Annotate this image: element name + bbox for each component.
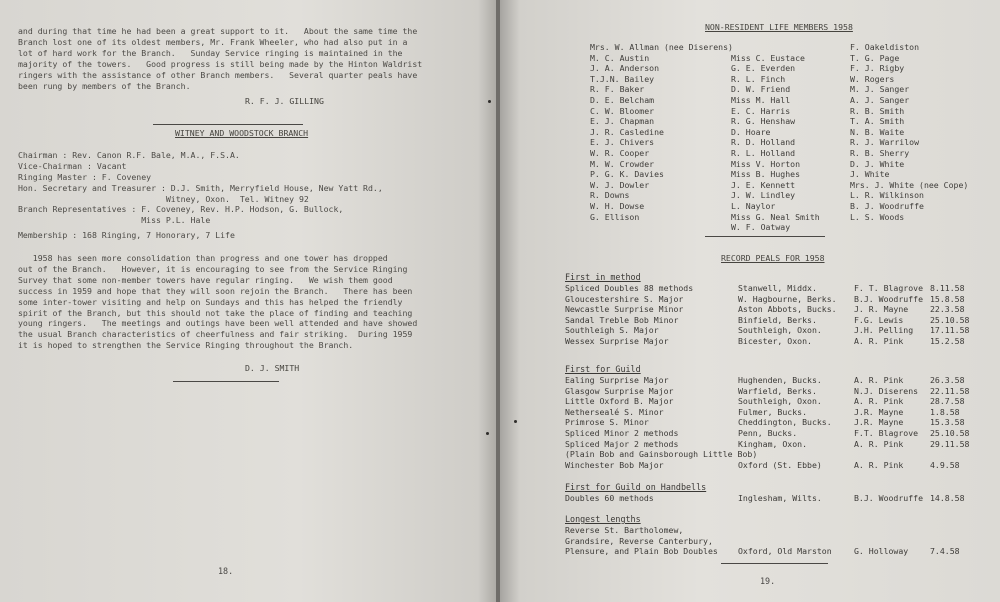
right-page xyxy=(500,0,1000,602)
member-name: J. White xyxy=(850,169,890,180)
member-name xyxy=(731,42,820,53)
record-date: 14.8.58 xyxy=(930,493,965,503)
member-name: M. C. Austin xyxy=(590,52,650,63)
officers-list xyxy=(18,150,383,241)
member-name: D. J. White xyxy=(850,158,905,169)
member-name: Miss M. Hall xyxy=(731,94,791,105)
record-date: 8.11.58 xyxy=(930,283,965,293)
record-conductor: N.J. Diserens xyxy=(854,385,919,396)
record-method: Spliced Doubles 88 methods xyxy=(565,283,694,293)
record-conductor: J.R. Mayne xyxy=(854,417,904,428)
record-method: Wessex Surprise Major xyxy=(565,336,669,346)
member-name: W. J. Dowler xyxy=(590,179,650,190)
left-page xyxy=(0,0,498,602)
member-name: M. W. Crowder xyxy=(590,158,655,169)
member-name: J. W. Lindley xyxy=(731,190,796,201)
record-row xyxy=(500,428,1000,439)
record-date: 15.8.58 xyxy=(930,293,965,304)
member-name: Mrs. J. White (nee Cope) xyxy=(850,179,969,190)
member-name: E. C. Harris xyxy=(731,105,791,116)
record-row xyxy=(500,294,1000,305)
records-title: RECORD PEALS FOR 1958 xyxy=(721,253,825,263)
member-name: R. B. Smith xyxy=(850,105,905,116)
record-place: Stanwell, Middx. xyxy=(738,283,817,293)
record-place: Warfield, Berks. xyxy=(738,385,817,396)
record-place: Southleigh, Oxon. xyxy=(738,325,822,336)
signature-gilling: R. F. J. GILLING xyxy=(245,96,324,106)
member-name: C. W. Bloomer xyxy=(590,105,655,116)
members-column-2 xyxy=(731,42,820,233)
divider-line xyxy=(153,124,303,125)
record-date: 22.11.58 xyxy=(930,385,970,396)
record-place: Southleigh, Oxon. xyxy=(738,396,822,407)
record-method: (Plain Bob and Gainsborough Little Bob) xyxy=(565,449,758,460)
member-name: A. J. Sanger xyxy=(850,94,910,105)
member-name: T.J.N. Bailey xyxy=(590,73,655,84)
record-date: 4.9.58 xyxy=(930,459,960,470)
member-name: Mrs. W. Allman (nee Diserens) xyxy=(590,42,733,52)
member-name: R. Downs xyxy=(590,190,630,201)
member-name: R. B. Sherry xyxy=(850,147,910,158)
record-conductor: F.T. Blagrove xyxy=(854,428,919,438)
member-name: F. J. Rigby xyxy=(850,63,905,74)
members-column-1 xyxy=(590,42,733,222)
record-date: 29.11.58 xyxy=(930,438,970,449)
record-conductor: A. R. Pink xyxy=(854,336,904,346)
officer-line: Witney, Oxon. Tel. Witney 92 xyxy=(18,193,309,204)
record-conductor: B.J. Woodruffe xyxy=(854,493,924,503)
record-conductor: A. R. Pink xyxy=(854,375,904,385)
record-conductor: A. R. Pink xyxy=(854,438,904,449)
section-heading: First for Guild xyxy=(565,364,641,374)
member-name: M. J. Sanger xyxy=(850,84,910,95)
officer-line: Vice-Chairman : Vacant xyxy=(18,160,127,171)
record-method: Glasgow Surprise Major xyxy=(565,385,674,396)
record-row xyxy=(500,396,1000,407)
record-place: Hughenden, Bucks. xyxy=(738,375,822,385)
record-place: Penn, Bucks. xyxy=(738,428,798,438)
officer-line: Ringing Master : F. Coveney xyxy=(18,171,152,182)
record-row xyxy=(500,283,1000,294)
record-row xyxy=(500,304,1000,315)
record-row xyxy=(500,493,1000,504)
member-name: Miss B. Hughes xyxy=(731,169,801,180)
record-date: 15.3.58 xyxy=(930,417,965,428)
record-place: Cheddington, Bucks. xyxy=(738,417,832,428)
member-name: B. J. Woodruffe xyxy=(850,200,924,211)
member-name: W. Rogers xyxy=(850,73,895,84)
member-name: R. F. Baker xyxy=(590,84,645,95)
member-name: W. F. Oatway xyxy=(731,222,791,233)
record-conductor: A. R. Pink xyxy=(854,459,904,470)
record-date: 1.8.58 xyxy=(930,406,960,417)
signature-smith: D. J. SMITH xyxy=(245,363,300,373)
member-name: N. B. Waite xyxy=(850,126,905,137)
member-name: J. R. Casledine xyxy=(590,126,664,137)
record-row xyxy=(500,315,1000,326)
record-place: Fulmer, Bucks. xyxy=(738,406,808,417)
member-name: E. J. Chapman xyxy=(590,116,655,127)
record-date: 15.2.58 xyxy=(930,336,965,346)
record-date: 22.3.58 xyxy=(930,304,965,315)
life-members-title: NON-RESIDENT LIFE MEMBERS 1958 xyxy=(705,22,853,32)
member-name: G. Ellison xyxy=(590,211,640,222)
member-name: Miss G. Neal Smith xyxy=(731,211,820,222)
member-name: R. G. Henshaw xyxy=(731,116,796,127)
record-method: Gloucestershire S. Major xyxy=(565,293,684,304)
record-method: Little Oxford B. Major xyxy=(565,396,674,407)
record-method: Plensure, and Plain Bob Doubles xyxy=(565,546,718,557)
record-row xyxy=(500,536,1000,547)
section-heading: Longest lengths xyxy=(565,514,641,524)
record-conductor: A. R. Pink xyxy=(854,396,904,407)
member-name: T. A. Smith xyxy=(850,116,905,127)
member-name: J. E. Kennett xyxy=(731,179,796,190)
record-method: Ealing Surprise Major xyxy=(565,375,669,385)
record-conductor: J.H. Pelling xyxy=(854,325,914,336)
record-row xyxy=(500,525,1000,536)
section-heading: First for Guild on Handbells xyxy=(565,482,707,492)
record-row xyxy=(500,417,1000,428)
record-date: 25.10.58 xyxy=(930,428,970,438)
record-place: Bicester, Oxon. xyxy=(738,336,812,346)
record-row xyxy=(500,546,1000,557)
record-conductor: F.G. Lewis xyxy=(854,314,904,325)
divider-line xyxy=(705,236,825,237)
member-name: F. Oakeldiston xyxy=(850,42,920,52)
member-name: R. J. Warrilow xyxy=(850,137,920,148)
record-row xyxy=(500,460,1000,471)
record-place: Binfield, Berks. xyxy=(738,314,817,325)
divider-line xyxy=(173,381,279,382)
record-place: Aston Abbots, Bucks. xyxy=(738,304,837,315)
record-row xyxy=(500,336,1000,347)
record-place: Oxford, Old Marston xyxy=(738,546,832,557)
record-row xyxy=(500,325,1000,336)
record-date: 17.11.58 xyxy=(930,325,970,336)
record-place: Oxford (St. Ebbe) xyxy=(738,459,822,470)
officer-line: Hon. Secretary and Treasurer : D.J. Smith, Merryfield House, New Yatt Rd., xyxy=(18,182,383,193)
member-name: D. E. Belcham xyxy=(590,94,655,105)
member-name: R. L. Holland xyxy=(731,147,796,158)
record-place: W. Hagbourne, Berks. xyxy=(738,293,837,304)
record-method: Primrose S. Minor xyxy=(565,417,649,428)
record-conductor: G. Holloway xyxy=(854,546,909,557)
member-name: L. Naylor xyxy=(731,200,776,211)
section-heading: First in method xyxy=(565,272,641,282)
officer-line: Membership : 168 Ringing, 7 Honorary, 7 Life xyxy=(18,230,235,241)
intro-paragraph: and during that time he had been a great support to it. About the same time the Branch lost one of its oldest members, Mr. Frank Wheeler, who had also put in a lot of hard work for the Branch. Sunday Service ringing is maintained in the majority of the towers. Good progress is still being made by the Hinton Waldrist ringers with the assistance of other Branch members. Several quarter peals have been rung by members of the Branch. xyxy=(18,26,423,91)
punch-mark xyxy=(486,432,489,435)
report-paragraph: 1958 has seen more consolidation than progress and one tower has dropped out of the Branch. However, it is encouraging to see from the Service Ringing Survey that some non-member towers have regular ringing. We wish them good success in 1959 and hope that they will soon rejoin the Branch. There has been some inter-tower visiting and help on Sundays and this has helped the friendly spirit of the Branch, but this should not take the place of finding and teaching young ringers. The meetings and outings have been well attended and have showed the usual Branch characteristics of cheerfulness and fair striking. During 1959 it is hoped to strengthen the Service Ringing throughout the Branch. xyxy=(18,253,418,351)
member-name: P. G. K. Davies xyxy=(590,169,664,180)
record-date: 7.4.58 xyxy=(930,546,960,557)
member-name: Miss V. Horton xyxy=(731,158,801,169)
record-row xyxy=(500,407,1000,418)
record-date: 26.3.58 xyxy=(930,375,965,385)
member-name: R. D. Holland xyxy=(731,137,796,148)
member-name: W. R. Cooper xyxy=(590,147,650,158)
member-name: L. S. Woods xyxy=(850,211,905,222)
member-name: G. E. Everden xyxy=(731,63,796,74)
member-name: Miss C. Eustace xyxy=(731,52,805,63)
record-method: Nethersealé S. Minor xyxy=(565,406,664,417)
record-row xyxy=(500,375,1000,386)
record-conductor: J. R. Mayne xyxy=(854,304,909,315)
record-method: Doubles 60 methods xyxy=(565,493,654,503)
record-method: Southleigh S. Major xyxy=(565,325,659,336)
punch-mark xyxy=(488,100,491,103)
page-number-right: 19. xyxy=(760,576,776,586)
record-place: Kingham, Oxon. xyxy=(738,438,808,449)
officer-line: Miss P.L. Hale xyxy=(18,215,211,226)
members-column-3 xyxy=(850,42,968,222)
page-number-left: 18. xyxy=(218,566,234,576)
officer-line: Chairman : Rev. Canon R.F. Bale, M.A., F.S.A. xyxy=(18,150,240,160)
record-date: 25.10.58 xyxy=(930,314,970,325)
record-method: Sandal Treble Bob Minor xyxy=(565,314,679,325)
record-row xyxy=(500,449,1000,460)
branch-heading: WITNEY AND WOODSTOCK BRANCH xyxy=(175,128,309,138)
record-method: Winchester Bob Major xyxy=(565,459,664,470)
member-name: L. R. Wilkinson xyxy=(850,190,924,201)
record-method: Spliced Major 2 methods xyxy=(565,438,679,449)
member-name: D. Hoare xyxy=(731,126,771,137)
record-conductor: F. T. Blagrove xyxy=(854,283,924,293)
record-method: Grandsire, Reverse Canterbury, xyxy=(565,535,713,546)
record-method: Reverse St. Bartholomew, xyxy=(565,525,684,535)
record-method: Newcastle Surprise Minor xyxy=(565,304,684,315)
member-name: R. L. Finch xyxy=(731,73,786,84)
record-row xyxy=(500,386,1000,397)
member-name: W. H. Dowse xyxy=(590,200,645,211)
punch-mark xyxy=(514,420,517,423)
record-method: Spliced Minor 2 methods xyxy=(565,428,679,438)
record-place: Inglesham, Wilts. xyxy=(738,493,822,503)
officer-line: Branch Representatives : F. Coveney, Rev. H.P. Hodson, G. Bullock, xyxy=(18,204,344,215)
member-name: E. J. Chivers xyxy=(590,137,655,148)
record-conductor: B.J. Woodruffe xyxy=(854,293,924,304)
member-name: J. A. Anderson xyxy=(590,63,660,74)
member-name: D. W. Friend xyxy=(731,84,791,95)
record-date: 28.7.58 xyxy=(930,396,965,407)
divider-line xyxy=(721,563,828,564)
member-name: T. G. Page xyxy=(850,52,900,63)
record-conductor: J.R. Mayne xyxy=(854,406,904,417)
record-row xyxy=(500,439,1000,450)
